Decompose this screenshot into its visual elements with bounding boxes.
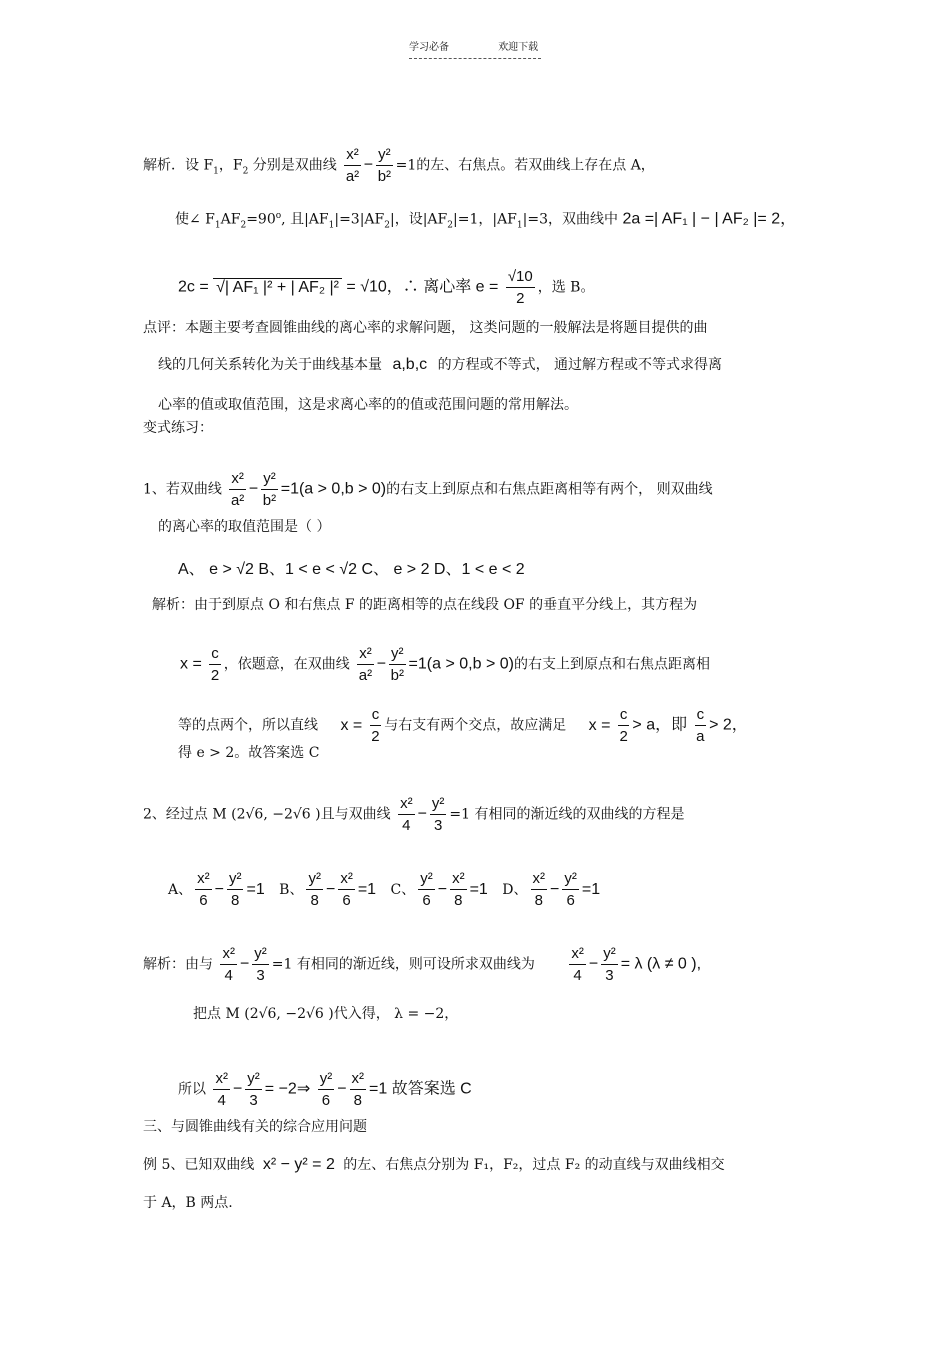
fraction: $\frac{\text{x²}}{4}$: [400, 795, 413, 834]
q1-solution-4: 得 e > 2。故答案选 C: [178, 745, 320, 761]
fraction: $\frac{√10}{2}$: [507, 268, 533, 307]
fraction: $\frac{\text{y²}}{\text{b²}}$: [390, 645, 404, 684]
q1-line-1: 1、若双曲线 $\frac{\text{x²}}{\text{a²}}$ − $\frac{\text{y²}}{\text{b²}}$ =1(a > 0,b > 0)的右支上到原点和右焦点距离相等有两个， 则双曲线: [143, 470, 713, 509]
fraction: $\frac{c}{2}$: [210, 645, 220, 684]
analysis-line-2: 使∠ $F_1AF_2=90^o$, 且$|AF_1|=3|AF_2|$，设$|AF_2|=1$，$|AF_1|=3$，双曲线中 2a =| AF₁ | − | AF₂ |= 2，: [175, 210, 797, 231]
q2-solution-3: 所以 $\frac{\text{x²}}{4}$ − $\frac{\text{y²}}{3}$ = −2⇒ $\frac{\text{y²}}{6}$ − $\frac{\text{x²}}{8}$ =1 故答案选 C: [178, 1070, 472, 1109]
comment-line-3: 心率的值或取值范围，这是求离心率的的值或范围问题的常用解法。: [158, 397, 578, 413]
q1-options: A、 e > √2 B、1 < e < √2 C、 e > 2 D、1 < e < 2: [178, 561, 525, 578]
fraction: $\frac{\text{y²}}{6}$: [420, 870, 433, 909]
q2-option-c: C、 $\frac{\text{y²}}{6}$ − $\frac{\text{x²}}{8}$ =1: [390, 870, 488, 909]
section-3-heading: 三、与圆锥曲线有关的综合应用问题: [143, 1119, 367, 1135]
fraction: $\frac{\text{x²}}{\text{a²}}$: [358, 645, 373, 684]
fraction: $\frac{\text{x²}}{6}$: [197, 870, 210, 909]
q1-solution-3: 等的点两个，所以直线 x = $\frac{c}{2}$ 与右支有两个交点，故应满足 x = $\frac{c}{2}$ > a，即 $\frac{c}{a}$ > 2，: [178, 706, 748, 745]
q1-solution-2: x = $\frac{c}{2}$ ，依题意，在双曲线 $\frac{\text{x²}}{\text{a²}}$ − $\frac{\text{y²}}{\text{b²}}$ =1(a > 0,b > 0)的右支上到原点和右焦点距离相: [180, 645, 710, 684]
fraction: $\frac{\text{y²}}{8}$: [308, 870, 321, 909]
header-left: 学习必备: [409, 42, 449, 53]
q2-line-1: 2、经过点 M (2√6, −2√6 )且与双曲线 $\frac{\text{x²}}{4}$ − $\frac{\text{y²}}{3}$ =1 有相同的渐近线的双曲线的方程是: [143, 795, 685, 834]
fraction: $\frac{c}{2}$: [619, 706, 628, 745]
fraction: $\frac{\text{y²}}{3}$: [247, 1070, 260, 1109]
fraction: $\frac{\text{y²}}{3}$: [431, 795, 445, 834]
fraction: $\frac{\text{x²}}{4}$: [215, 1070, 228, 1109]
fraction: $\frac{\text{y²}}{3}$: [254, 945, 267, 984]
q1-line-2: 的离心率的取值范围是（ ）: [158, 519, 331, 535]
fraction: $\frac{\text{x²}}{\text{a²}}$: [230, 470, 245, 509]
fraction: $\frac{\text{x²}}{8}$: [452, 870, 465, 909]
fraction: $\frac{\text{y²}}{\text{b²}}$: [262, 470, 277, 509]
fraction: $\frac{\text{y²}}{6}$: [564, 870, 577, 909]
comment-line-1: 点评：本题主要考查圆锥曲线的离心率的求解问题， 这类问题的一般解法是将题目提供的曲: [143, 320, 708, 336]
fraction: $\frac{c}{a}$: [696, 706, 705, 745]
example-5-line-2: 于 A，B 两点.: [143, 1195, 233, 1211]
fraction: $\frac{\text{y²}}{3}$: [603, 945, 616, 984]
q2-option-d: D、 $\frac{\text{x²}}{8}$ − $\frac{\text{y²}}{6}$ =1: [502, 870, 601, 909]
q2-solution-2: 把点 M (2√6, −2√6 )代入得， λ = −2，: [193, 1006, 459, 1022]
fraction: $\frac{\text{y²}}{\text{b²}}$: [377, 146, 392, 185]
fraction: $\frac{\text{x²}}{\text{a²}}$: [345, 146, 360, 185]
sqrt-expression: √| AF₁ |² + | AF₂ |²: [213, 278, 342, 296]
comment-line-2: 线的几何关系转化为关于曲线基本量 a,b,c 的方程或不等式， 通过解方程或不等式求得离: [158, 356, 723, 373]
fraction: $\frac{c}{2}$: [371, 706, 380, 745]
header-right: 欢迎下载: [498, 42, 539, 53]
q2-options: [168, 870, 600, 909]
fraction: $\frac{\text{x²}}{4}$: [222, 945, 235, 984]
fraction: $\frac{\text{x²}}{8}$: [532, 870, 546, 909]
analysis-line-3: 2c = √| AF₁ |² + | AF₂ |² = √10，∴ 离心率 e = $\frac{√10}{2}$ ，选 B。: [178, 268, 595, 307]
analysis-line-1: 解析．设 $F_1$，$F_2$ 分别是双曲线 $\frac{\text{x²}}{\text{a²}}$ − $\frac{\text{y²}}{\text{b²}}$ =1的左、右焦点。若双曲线上存在点 A，: [143, 146, 655, 185]
fraction: $\frac{\text{y²}}{8}$: [228, 870, 242, 909]
fraction: $\frac{\text{x²}}{6}$: [340, 870, 353, 909]
q2-option-b: B、 $\frac{\text{y²}}{8}$ − $\frac{\text{x²}}{6}$ =1: [279, 870, 377, 909]
example-5-line-1: 例 5、已知双曲线 x² − y² = 2 的左、右焦点分别为 F₁，F₂，过点 F₂ 的动直线与双曲线相交: [143, 1156, 725, 1173]
q2-option-a: A、 $\frac{\text{x²}}{6}$ − $\frac{\text{y²}}{8}$ =1: [168, 870, 265, 909]
page-header: [409, 38, 541, 59]
fraction: $\frac{\text{y²}}{6}$: [319, 1070, 333, 1109]
fraction: $\frac{\text{x²}}{4}$: [571, 945, 584, 984]
variant-title: 变式练习：: [143, 420, 213, 436]
q1-solution-1: 解析：由于到原点 O 和右焦点 F 的距离相等的点在线段 OF 的垂直平分线上，其方程为: [152, 597, 698, 613]
fraction: $\frac{\text{x²}}{8}$: [351, 1070, 365, 1109]
q2-solution-1: 解析：由与 $\frac{\text{x²}}{4}$ − $\frac{\text{y²}}{3}$ =1 有相同的渐近线，则可设所求双曲线为 $\frac{\text{x²}}{4}$ − $\frac{\text{y²}}{3}$ = λ (λ ≠ 0 ),: [143, 945, 702, 984]
